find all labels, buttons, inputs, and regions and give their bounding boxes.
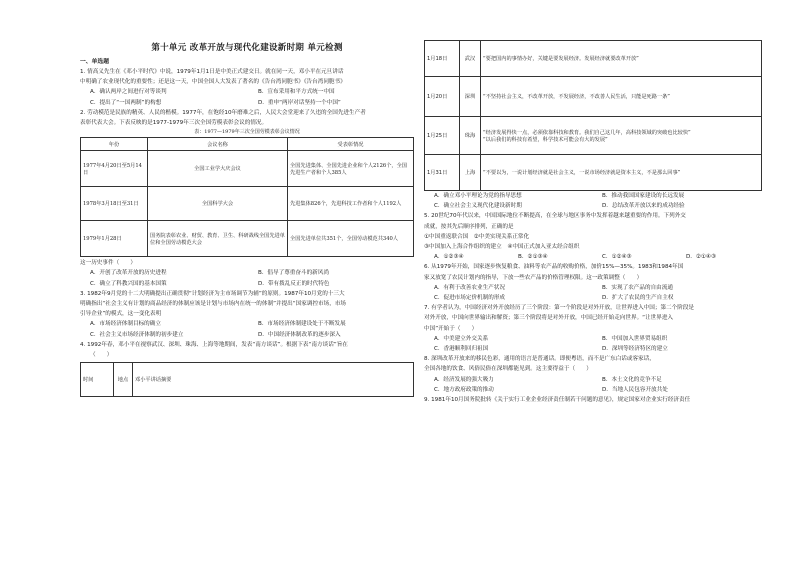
option-row [424, 375, 762, 385]
table-cell: 1月25日 [425, 117, 460, 155]
table-cell: 全国工业学大庆会议 [148, 151, 288, 187]
option-row [80, 319, 414, 329]
table-cell: 全国科学大会 [148, 187, 288, 221]
speech-table [424, 40, 762, 191]
question-text: 7. 有学者认为，中国经济对外开放经历了三个阶段：第一个阶段是对外开放，让世界进入中国；第二个阶段是 [424, 305, 695, 312]
option-a[interactable]: A．有利于改善农业生产状况 [434, 284, 505, 291]
option-b[interactable]: B．实现了农产品的自由流通 [602, 284, 673, 291]
question-text: 引导企业”的模式，这一变化表明 [80, 311, 162, 318]
option-b[interactable]: B．中国加入世界贸易组织 [602, 335, 668, 342]
option-b[interactable]: B．宣布采用和平方式统一中国 [258, 89, 335, 96]
question-text: 4. 1992年春，邓小平在视察武汉、深圳、珠海、上海等地期间，发表“南方谈话”。根据下表“南方谈话”旨在 [80, 341, 348, 348]
question-3 [80, 289, 414, 340]
option-d[interactable]: D．带有拨乱反正的时代特色 [258, 280, 330, 287]
option-c[interactable]: C．①②④③ [602, 254, 632, 261]
table-cell: 全国先进集体、全国先进企业和个人2126个，全国先进生产者和个人385人 [288, 151, 414, 187]
table-cell: 上海 [460, 155, 481, 191]
table-caption: 表：1977—1979年三次全国劳模表彰会议情况 [194, 129, 300, 136]
option-d[interactable]: D．②①④③ [686, 254, 716, 261]
table-cell: 1月31日 [425, 155, 460, 191]
option-c[interactable]: C．提出了“一国两制”的构想 [90, 99, 162, 106]
table-cell: 全国先进单位共351个，全国劳动模范共340人 [288, 221, 414, 257]
option-row [80, 268, 414, 278]
table-cell: 1977年4月20日至5月14日 [81, 151, 148, 187]
option-d[interactable]: D．总结改革开放以来的成功经验 [602, 203, 685, 210]
table-header: 受表彰情况 [288, 138, 414, 151]
question-2 [80, 108, 414, 289]
option-c[interactable]: C．社会主义市场经济体制的初步建立 [90, 331, 184, 338]
question-text: 中国”开始于（ ） [424, 325, 478, 332]
table-cell: 深圳 [460, 77, 481, 117]
table-row [425, 77, 762, 117]
option-row [424, 293, 762, 303]
option-row [424, 201, 762, 211]
speech-table-header [80, 362, 414, 397]
option-row [424, 191, 762, 201]
option-a[interactable]: A．经济发展的强大吸力 [434, 376, 494, 383]
option-c[interactable]: C．确立社会主义现代化建设新时期 [434, 203, 522, 210]
question-7 [424, 303, 762, 354]
question-text: 明确指出“社会主义有计划的商品经济的体制应该是计划与市场内在统一的体制”并提出“国家调控市场，市场 [80, 301, 347, 308]
question-item: ①中国重返联合国 ②中美实现关系正常化 [424, 233, 530, 240]
question-5 [424, 211, 762, 262]
option-a[interactable]: A．确立邓小平理论为党的指导思想 [434, 193, 522, 199]
right-column [424, 40, 762, 405]
table-header: 地点 [114, 363, 133, 397]
option-b[interactable]: B．本土文化的竞争不足 [602, 376, 662, 383]
table-header: 邓小平讲话摘要 [133, 363, 414, 397]
option-row [80, 330, 414, 340]
question-text: 表彰代表大会。下表反映的是1977-1979年三次全国劳模表彰会议的情况。 [80, 120, 268, 127]
question-text: 6. 从1979年开始，国家逐步恢复粮食、油料等农产品的收购价格，加价15%—35%。1983和1984年国 [424, 264, 684, 271]
question-text: 1. 情高义先生在《邓小平时代》中说，1979年1月1日是中美正式建交日。就在同一天，邓小平在元旦讲话 [80, 69, 344, 75]
table-row [425, 117, 762, 155]
option-d[interactable]: D．扩大了农民的生产自主权 [602, 295, 674, 302]
option-a[interactable]: A．市场经济体制目标的确立 [90, 321, 161, 328]
table-cell [481, 117, 762, 155]
awards-table [80, 137, 414, 257]
question-text: 成就，按其先后顺序排列，正确的是 [424, 223, 514, 230]
option-a[interactable]: A．中美建立外交关系 [434, 335, 489, 342]
option-c[interactable]: C．确立了科教兴国的基本国策 [90, 280, 167, 287]
table-row [425, 155, 762, 191]
question-text: 2. 劳动模范是民族的精英、人民的楷模。1977年，在饱经10年磨难之后，人民大会堂迎来了久违的全国先进生产者 [80, 109, 366, 116]
option-row [80, 98, 414, 108]
option-c[interactable]: C．香港顺利回归祖国 [434, 346, 489, 353]
question-1 [80, 67, 414, 108]
question-text: 8. 深圳改革开放来的移民色彩，通用的语言是普通话。即便粤语，而不是广东白话或客家话， [424, 356, 655, 363]
question-stem: 这一历史事件（ ） [80, 260, 136, 267]
table-cell: 武汉 [460, 41, 481, 77]
question-text: 家又放宽了农民计划内的指导，下放一些农产品的价格管理权限。这一政策调整（ ） [424, 274, 643, 281]
table-cell: 珠海 [460, 117, 481, 155]
left-column [80, 57, 414, 397]
question-text: （ ） [90, 352, 113, 359]
option-row [80, 279, 414, 289]
question-text: 3. 1982年9月党的十二大明确提出正确贯彻“计划经济为主市场调节为辅”的原则。1987年10月党的十三大 [80, 290, 345, 297]
table-cell: “要把国内的事情办好，关键是要发展经济。发展经济就要改革开放” [481, 41, 762, 77]
option-c[interactable]: C．促进市场定价机制的形成 [434, 295, 506, 302]
option-b[interactable]: B．②①③④ [518, 254, 548, 261]
table-cell: “不要以为，一说计划经济就是社会主义，一说市场经济就是资本主义，不是那么回事” [481, 155, 762, 191]
option-row [424, 385, 762, 395]
question-4 [80, 340, 414, 397]
table-header: 年份 [81, 138, 148, 151]
option-b[interactable]: B．推动我国国家建设的长远发展 [602, 193, 685, 199]
option-d[interactable]: D．重申“两岸对话坚持一个中国” [258, 99, 341, 106]
question-text: 对外开放，中国向世界输出和解资；第三个阶段将是对外开放，中国已经开始走向世界。“让世界进入 [424, 315, 674, 322]
table-cell: 1月18日 [425, 41, 460, 77]
question-text: 全国各地的饮食、风俗民俗在深圳都能见到。这主要得益于（ ） [424, 366, 592, 373]
question-text: 9. 1981年10月国务院批转《关于实行工业企业经济责任制若干问题的意见》，规定国家对企业实行经济责任 [424, 397, 691, 404]
option-c[interactable]: C．地方政府政策的推动 [434, 386, 494, 393]
option-row [424, 334, 762, 344]
page-title: 第十单元 改革开放与现代化建设新时期 单元检测 [151, 43, 343, 53]
table-cell: 先进集体826个，先进科技工作者和个人1192人 [288, 187, 414, 221]
table-row [81, 221, 414, 257]
option-b[interactable]: B．市场经济体制建设处于不断发展 [258, 321, 346, 328]
option-row [424, 283, 762, 293]
cell-line: “经济发展得快一点，必须依靠科技和教育。我们自己这几年，高科技领域的突破也比较快” [483, 129, 691, 136]
table-cell: 1978年3月18日至31日 [81, 187, 148, 221]
table-cell: 1月20日 [425, 77, 460, 117]
table-header: 会议名称 [148, 138, 288, 151]
option-a[interactable]: A．开创了改革开放的历史进程 [90, 270, 167, 277]
option-d[interactable]: D．当地人民包容开放共处 [602, 386, 668, 393]
question-item: ③中国加入上海合作组织的建立 ④中国正式加入亚太经合组织 [424, 244, 580, 251]
table-row [81, 187, 414, 221]
question-8 [424, 354, 762, 395]
option-a[interactable]: A．①②③④ [434, 254, 464, 261]
table-row [81, 151, 414, 187]
option-row [80, 87, 414, 97]
table-cell: 1979年1月28日 [81, 221, 148, 257]
option-a[interactable]: A．确认两岸之间进行对等谈判 [90, 89, 167, 96]
option-d[interactable]: D．中国经济体制改革的逐步深入 [258, 331, 341, 338]
section-heading: 一、单选题 [80, 59, 109, 65]
table-header: 时间 [81, 363, 114, 397]
option-b[interactable]: B．倡导了尊重奋斗的新风尚 [258, 270, 329, 277]
question-9 [424, 395, 762, 405]
option-row [424, 252, 762, 262]
question-6 [424, 262, 762, 303]
table-row [425, 41, 762, 77]
table-cell: 国务院表彰农业、财贸、教育、卫生、科研战线全国先进单位和全国劳动模范大会 [148, 221, 288, 257]
cell-line: “以后我们的科技有希望，科学技术可能会有大的发展” [483, 136, 608, 143]
option-row [424, 344, 762, 354]
question-text: 中明确了农业现代化的重要性；还是这一天，中国全国人大发表了著名的《告台湾同胞书》《告台湾同胞书》 [80, 79, 346, 86]
table-cell: “不坚持社会主义，不改革开放，不发展经济，不改善人民生活，只能是死路一条” [481, 77, 762, 117]
option-d[interactable]: D．深圳等经济特区的建立 [602, 346, 668, 353]
question-text: 5. 20世纪70年代以来，中国国际地位不断提高，在全球与地区事务中发挥着越来越重要的作用。下列外交 [424, 213, 686, 220]
